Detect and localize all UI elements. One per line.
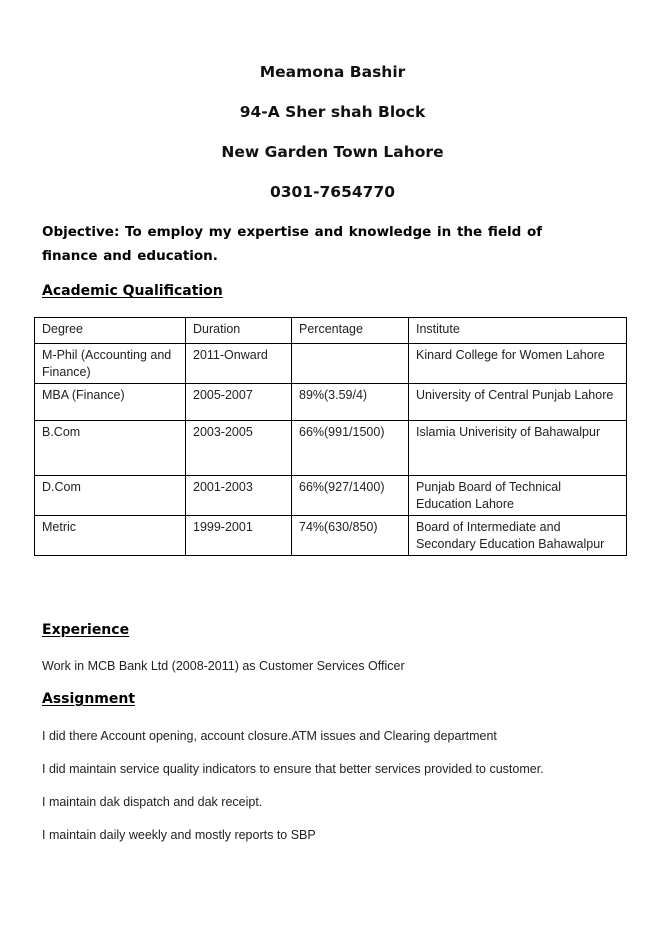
percentage-cell: 66%(991/1500) [292,421,409,476]
percentage-cell: 66%(927/1400) [292,476,409,516]
percentage-cell [292,344,409,384]
address-line-2: New Garden Town Lahore [221,143,444,161]
institute-cell: Kinard College for Women Lahore [409,344,627,384]
phone-number: 0301-7654770 [269,183,396,201]
column-header-institute: Institute [409,318,627,344]
assignment-item: I did there Account opening, account closure.ATM issues and Clearing department [42,729,497,743]
institute-cell: Islamia Univerisity of Bahawalpur [409,421,627,476]
degree-cell: Metric [35,516,186,556]
table-row [35,476,627,516]
degree-cell: B.Com [35,421,186,476]
table-header-row [35,318,627,344]
duration-cell: 2011-Onward [186,344,292,384]
institute-cell: Board of Intermediate and Secondary Education Bahawalpur [409,516,627,556]
table-row [35,384,627,421]
table-row [35,421,627,476]
column-header-degree: Degree [35,318,186,344]
duration-cell: 1999-2001 [186,516,292,556]
address-line-1: 94-A Sher shah Block [239,103,426,121]
assignment-item: I maintain daily weekly and mostly reports to SBP [42,828,316,842]
academic-qualification-heading: Academic Qualification [42,283,223,299]
experience-entry: Work in MCB Bank Ltd (2008-2011) as Customer Services Officer [42,659,405,673]
applicant-name: Meamona Bashir [259,63,406,81]
duration-cell: 2005-2007 [186,384,292,421]
institute-cell: University of Central Punjab Lahore [409,384,627,421]
duration-cell: 2001-2003 [186,476,292,516]
column-header-duration: Duration [186,318,292,344]
assignment-heading: Assignment [42,691,136,707]
column-header-percentage: Percentage [292,318,409,344]
percentage-cell: 89%(3.59/4) [292,384,409,421]
objective-statement: Objective: To employ my expertise and knowledge in the field of finance and education. [42,224,543,264]
degree-cell: MBA (Finance) [35,384,186,421]
degree-cell: M-Phil (Accounting and Finance) [35,344,186,384]
institute-cell: Punjab Board of Technical Education Lahore [409,476,627,516]
percentage-cell: 74%(630/850) [292,516,409,556]
duration-cell: 2003-2005 [186,421,292,476]
assignment-item: I maintain dak dispatch and dak receipt. [42,795,263,809]
assignment-item: I did maintain service quality indicators to ensure that better services provided to customer. [42,762,544,776]
academic-qualification-table [34,317,627,556]
table-row [35,516,627,556]
degree-cell: D.Com [35,476,186,516]
experience-heading: Experience [42,622,130,638]
table-row [35,344,627,384]
